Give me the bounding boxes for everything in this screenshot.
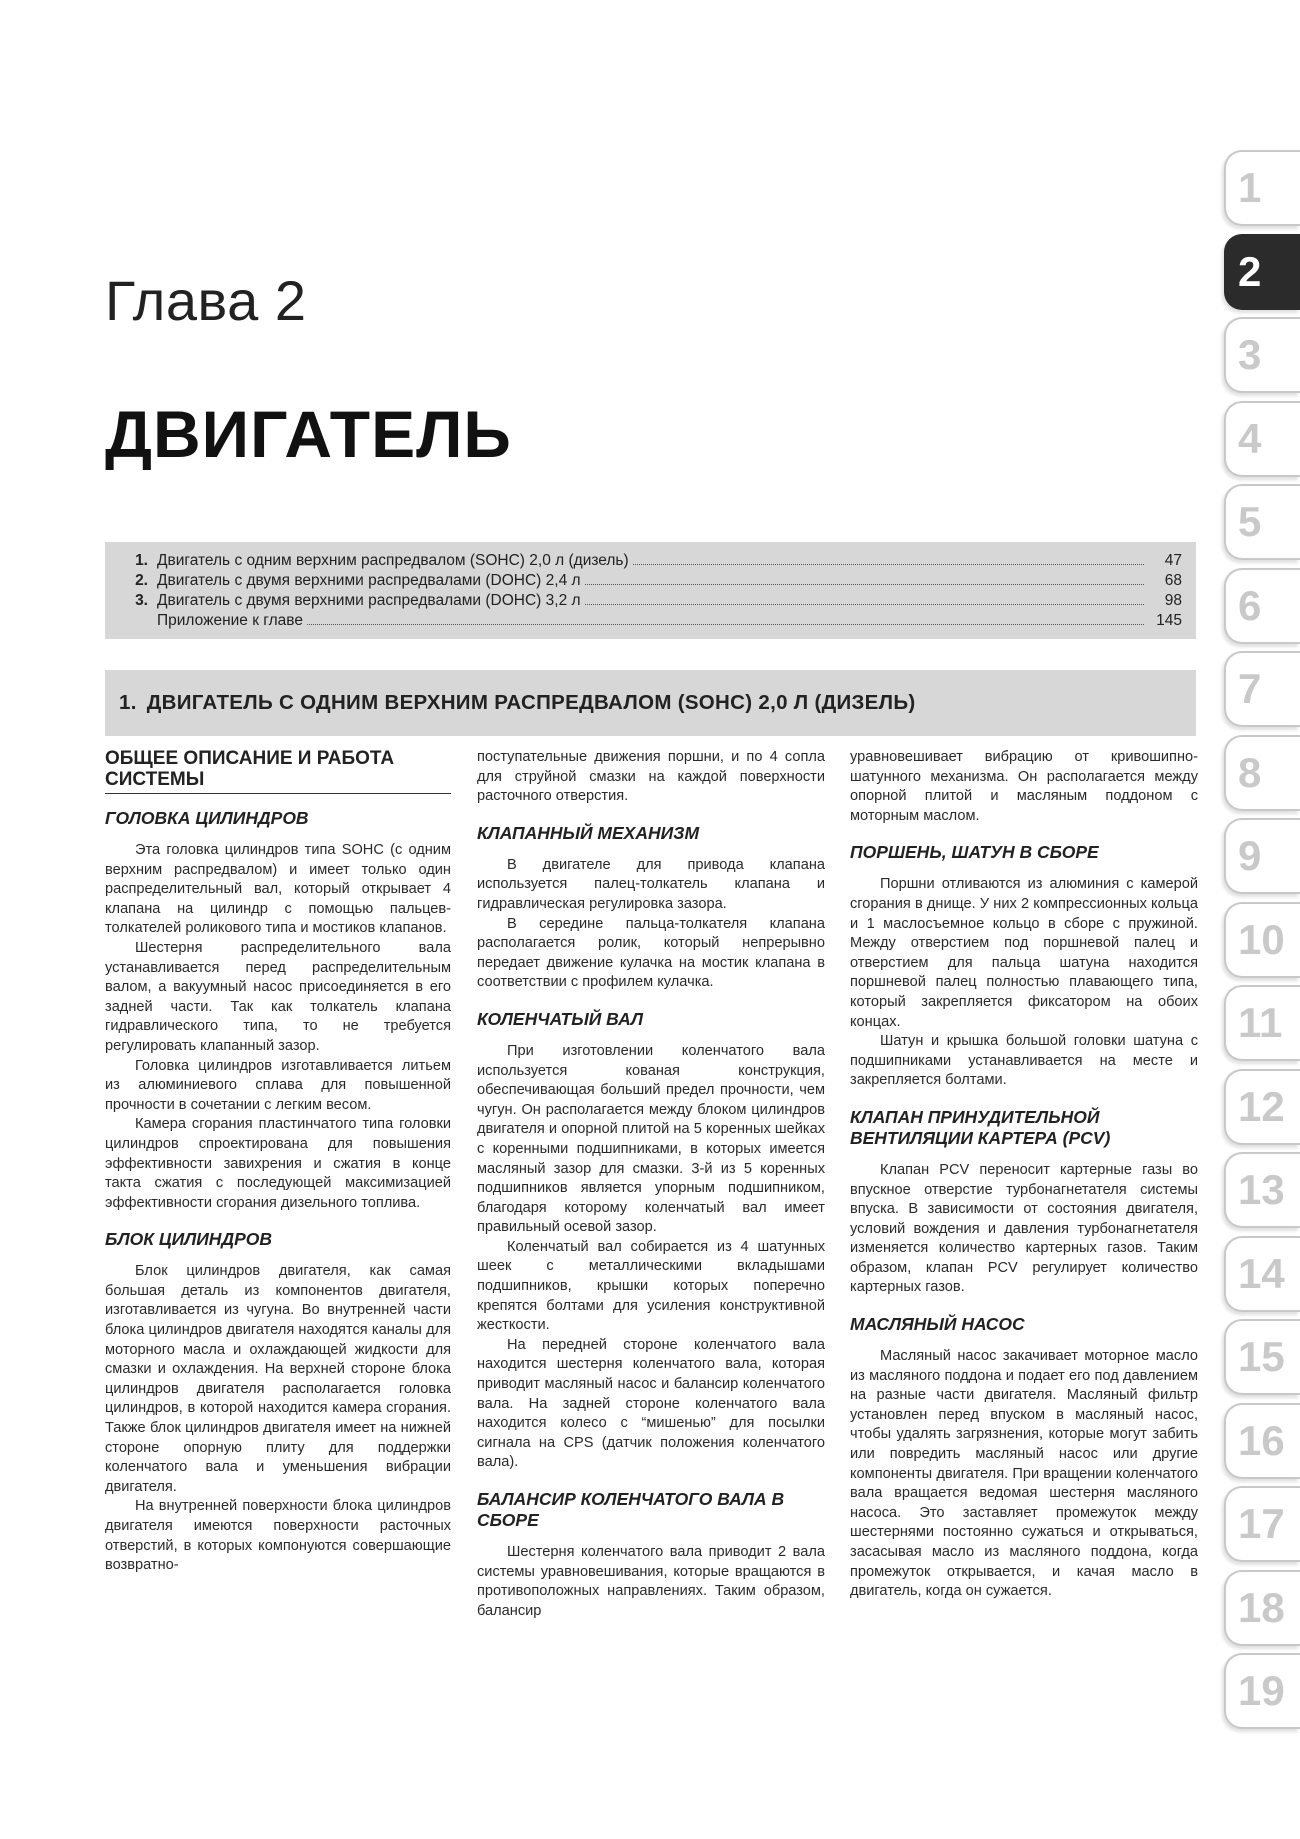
paragraph: уравновешивает вибрацию от кривошипно-шатунного механизма. Он располагается между опорной плитой и масляным поддоном с моторным маслом. xyxy=(850,749,1198,824)
toc-entry-title: Двигатель с двумя верхними распредвалами (DOHC) 3,2 л xyxy=(157,592,581,609)
subheading-pcv-valve: КЛАПАН ПРИНУДИТЕЛЬНОЙ ВЕНТИЛЯЦИИ КАРТЕРА (PCV) xyxy=(850,1106,1111,1148)
paragraph: Шатун и крышка большой головки шатуна с подшипниками устанавливается на месте и закрепляется болтами. xyxy=(850,1033,1198,1089)
paragraph: Эта головка цилиндров типа SOHC (с одним верхним распредвалом) и имеет только один распределительный вал, который открывает 4 клапана на цилиндр с помощью пальцев-толкателей роликового типа и мостиков клапанов. xyxy=(105,842,451,937)
subheading-balancer: БАЛАНСИР КОЛЕНЧАТОГО ВАЛА В СБОРЕ xyxy=(477,1489,785,1530)
chapter-label: Глава 2 xyxy=(105,269,307,332)
toc-entry-page: 145 xyxy=(1156,612,1182,629)
subheading-oil-pump: МАСЛЯНЫЙ НАСОС xyxy=(850,1314,1025,1335)
toc-entry[interactable] xyxy=(119,591,1182,611)
toc-leader-dots xyxy=(585,604,1144,605)
chapter-tab-4[interactable]: 4 xyxy=(1224,401,1300,477)
article-heading: ОБЩЕЕ ОПИСАНИЕ И РАБОТА СИСТЕМЫ xyxy=(105,748,451,794)
toc-entry-title: Двигатель с двумя верхними распредвалами (DOHC) 2,4 л xyxy=(157,572,581,589)
paragraph: При изготовлении коленчатого вала используется кованая конструкция, обеспечивающая больший предел прочности, чем чугун. Он располагается между блоком цилиндров двигателя и опорной плитой на 5 коренных шейках с коренными подшипниками, в которых имеется масляный зазор для смазки. 3-й из 5 коренных подшипников является упорным подшипником, благодаря которому коленчатый вал имеет правильный осевой зазор. xyxy=(477,1042,825,1236)
chapter-tab-8[interactable]: 8 xyxy=(1224,735,1300,811)
chapter-tab-14[interactable]: 14 xyxy=(1224,1236,1300,1312)
section-number: 1. xyxy=(119,691,137,714)
chapter-tab-9[interactable]: 9 xyxy=(1224,818,1300,894)
paragraph: Блок цилиндров двигателя, как самая большая деталь из компонентов двигателя, изготавливается из чугуна. Во внутренней части блока цилиндров двигателя находятся каналы для моторного масла и охлаждающей жидкости для смазки и охлаждения. На верхней стороне блока цилиндров двигателя располагается головка цилиндров, в которой находится камера сгорания. Также блок цилиндров двигателя имеет на нижней стороне опорную плиту для поддержки коленчатого вала и уменьшения вибрации двигателя. xyxy=(105,1263,451,1495)
section-header xyxy=(105,670,1196,736)
subheading-cylinder-head: ГОЛОВКА ЦИЛИНДРОВ xyxy=(105,808,309,828)
text-column-3 xyxy=(850,748,1198,1602)
toc-entry[interactable] xyxy=(119,551,1182,571)
paragraph: В середине пальца-толкателя клапана располагается ролик, который непрерывно передает движение кулачка на мостик клапана в соответствии с профилем кулачка. xyxy=(477,915,825,991)
toc-leader-dots xyxy=(633,564,1144,565)
paragraph: Масляный насос закачивает моторное масло из масляного поддона и подает его под давлением на разные части двигателя. Масляный фильтр установлен перед впуском в масляный насос, чтобы удалять загрязнения, которые могут забить или повредить масляный насос или другие компоненты двигателя. При вращении коленчатого вала вращается ведомая шестерня масляного насоса. Это заставляет промежуток между шестернями постоянно сужаться и открываться, засасывая масло из масляного поддона, когда промежуток открывается, и качая масло в двигатель, когда он сужается. xyxy=(850,1348,1198,1600)
table-of-contents xyxy=(105,542,1196,639)
toc-entry-title: Приложение к главе xyxy=(157,612,303,629)
chapter-tab-12[interactable]: 12 xyxy=(1224,1069,1300,1145)
toc-leader-dots xyxy=(585,584,1144,585)
chapter-tab-7[interactable]: 7 xyxy=(1224,651,1300,727)
section-title: ДВИГАТЕЛЬ С ОДНИМ ВЕРХНИМ РАСПРЕДВАЛОМ (SOHC) 2,0 Л (ДИЗЕЛЬ) xyxy=(146,691,916,714)
paragraph: Шестерня распределительного вала устанавливается перед распределительным валом, а вакуумный насос присоединяется в его задней части. Так как толкатель клапана гидравлического типа, то не требуется регулировать клапанный зазор. xyxy=(105,939,451,1054)
paragraph: В двигателе для привода клапана используется палец-толкатель клапана и гидравлическая регулировка зазора. xyxy=(477,856,825,912)
text-column-1 xyxy=(105,748,451,1576)
paragraph: Поршни отливаются из алюминия с камерой сгорания в днище. У них 2 компрессионных кольца и 1 маслосъемное кольцо в сборе с пружиной. Между отверстием под поршневой палец и отверстием для пальца шатуна находится поршневой палец полностью плавающего типа, который закрепляется фиксатором на обоих концах. xyxy=(850,876,1198,1030)
chapter-tab-13[interactable]: 13 xyxy=(1224,1152,1300,1228)
chapter-tab-3[interactable]: 3 xyxy=(1224,317,1300,393)
toc-entry-number: 3. xyxy=(135,592,148,609)
paragraph: Клапан PCV переносит картерные газы во впускное отверстие турбонагнетателя системы впуска. В зависимости от состояния двигателя, условий вождения и давления турбонагнетателя изменяется количество картерных газов. Таким образом, клапан PCV регулирует количество картерных газов. xyxy=(850,1161,1198,1296)
chapter-tab-19[interactable]: 19 xyxy=(1224,1653,1300,1729)
paragraph: Коленчатый вал собирается из 4 шатунных шеек с металлическими вкладышами подшипников, крышки которых поперечно крепятся болтами для усиления конструктивной жесткости. xyxy=(477,1238,825,1334)
chapter-tab-5[interactable]: 5 xyxy=(1224,484,1300,560)
toc-entry[interactable] xyxy=(119,571,1182,591)
paragraph: На передней стороне коленчатого вала находится шестерня коленчатого вала, которая приводит масляный насос и балансир коленчатого вала. На задней стороне коленчатого вала находится колесо с “мишенью” для посылки сигнала на CPS (датчик положения коленчатого вала). xyxy=(477,1336,825,1471)
paragraph: Головка цилиндров изготавливается литьем из алюминиевого сплава для повышенной прочности в сочетании с легким весом. xyxy=(105,1057,451,1113)
toc-entry-page: 47 xyxy=(1164,552,1182,569)
paragraph: На внутренней поверхности блока цилиндров двигателя имеются поверхности расточных отверстий, в которых компонуются совершающие возвратно- xyxy=(105,1498,451,1574)
chapter-tab-6[interactable]: 6 xyxy=(1224,568,1300,644)
subheading-crankshaft: КОЛЕНЧАТЫЙ ВАЛ xyxy=(477,1008,643,1029)
toc-leader-dots xyxy=(307,624,1144,625)
chapter-tab-16[interactable]: 16 xyxy=(1224,1403,1300,1479)
chapter-tab-10[interactable]: 10 xyxy=(1224,902,1300,978)
subheading-cylinder-block: БЛОК ЦИЛИНДРОВ xyxy=(105,1229,273,1250)
chapter-tab-2[interactable]: 2 xyxy=(1224,234,1300,310)
toc-entry-title: Двигатель с одним верхним распредвалом (SOHC) 2,0 л (дизель) xyxy=(157,552,629,569)
chapter-tab-18[interactable]: 18 xyxy=(1224,1570,1300,1646)
paragraph: Шестерня коленчатого вала приводит 2 вала системы уравновешивания, которые вращаются в противоположных направлениях. Таким образом, балансир xyxy=(477,1544,825,1619)
chapter-tab-15[interactable]: 15 xyxy=(1224,1319,1300,1395)
chapter-tab-17[interactable]: 17 xyxy=(1224,1486,1300,1562)
toc-entry-number: 2. xyxy=(135,572,148,589)
chapter-tab-1[interactable]: 1 xyxy=(1224,150,1300,226)
toc-entry-page: 98 xyxy=(1164,592,1182,609)
toc-entry[interactable] xyxy=(119,611,1182,631)
chapter-title: ДВИГАТЕЛЬ xyxy=(105,397,512,471)
toc-entry-page: 68 xyxy=(1164,572,1182,589)
text-column-2 xyxy=(477,748,825,1621)
toc-entry-number: 1. xyxy=(135,552,148,569)
chapter-tab-11[interactable]: 11 xyxy=(1224,985,1300,1061)
subheading-piston-rod: ПОРШЕНЬ, ШАТУН В СБОРЕ xyxy=(850,842,1099,863)
paragraph: Камера сгорания пластинчатого типа головки цилиндров спроектирована для повышения эффективности завихрения и сжатия в конце такта сжатия с последующей максимизацией эффективности сгорания дизельного топлива. xyxy=(105,1116,451,1211)
paragraph: поступательные движения поршни, и по 4 сопла для струйной смазки на каждой поверхности расточного отверстия. xyxy=(477,749,825,805)
subheading-valve-train: КЛАПАННЫЙ МЕХАНИЗМ xyxy=(477,822,700,843)
